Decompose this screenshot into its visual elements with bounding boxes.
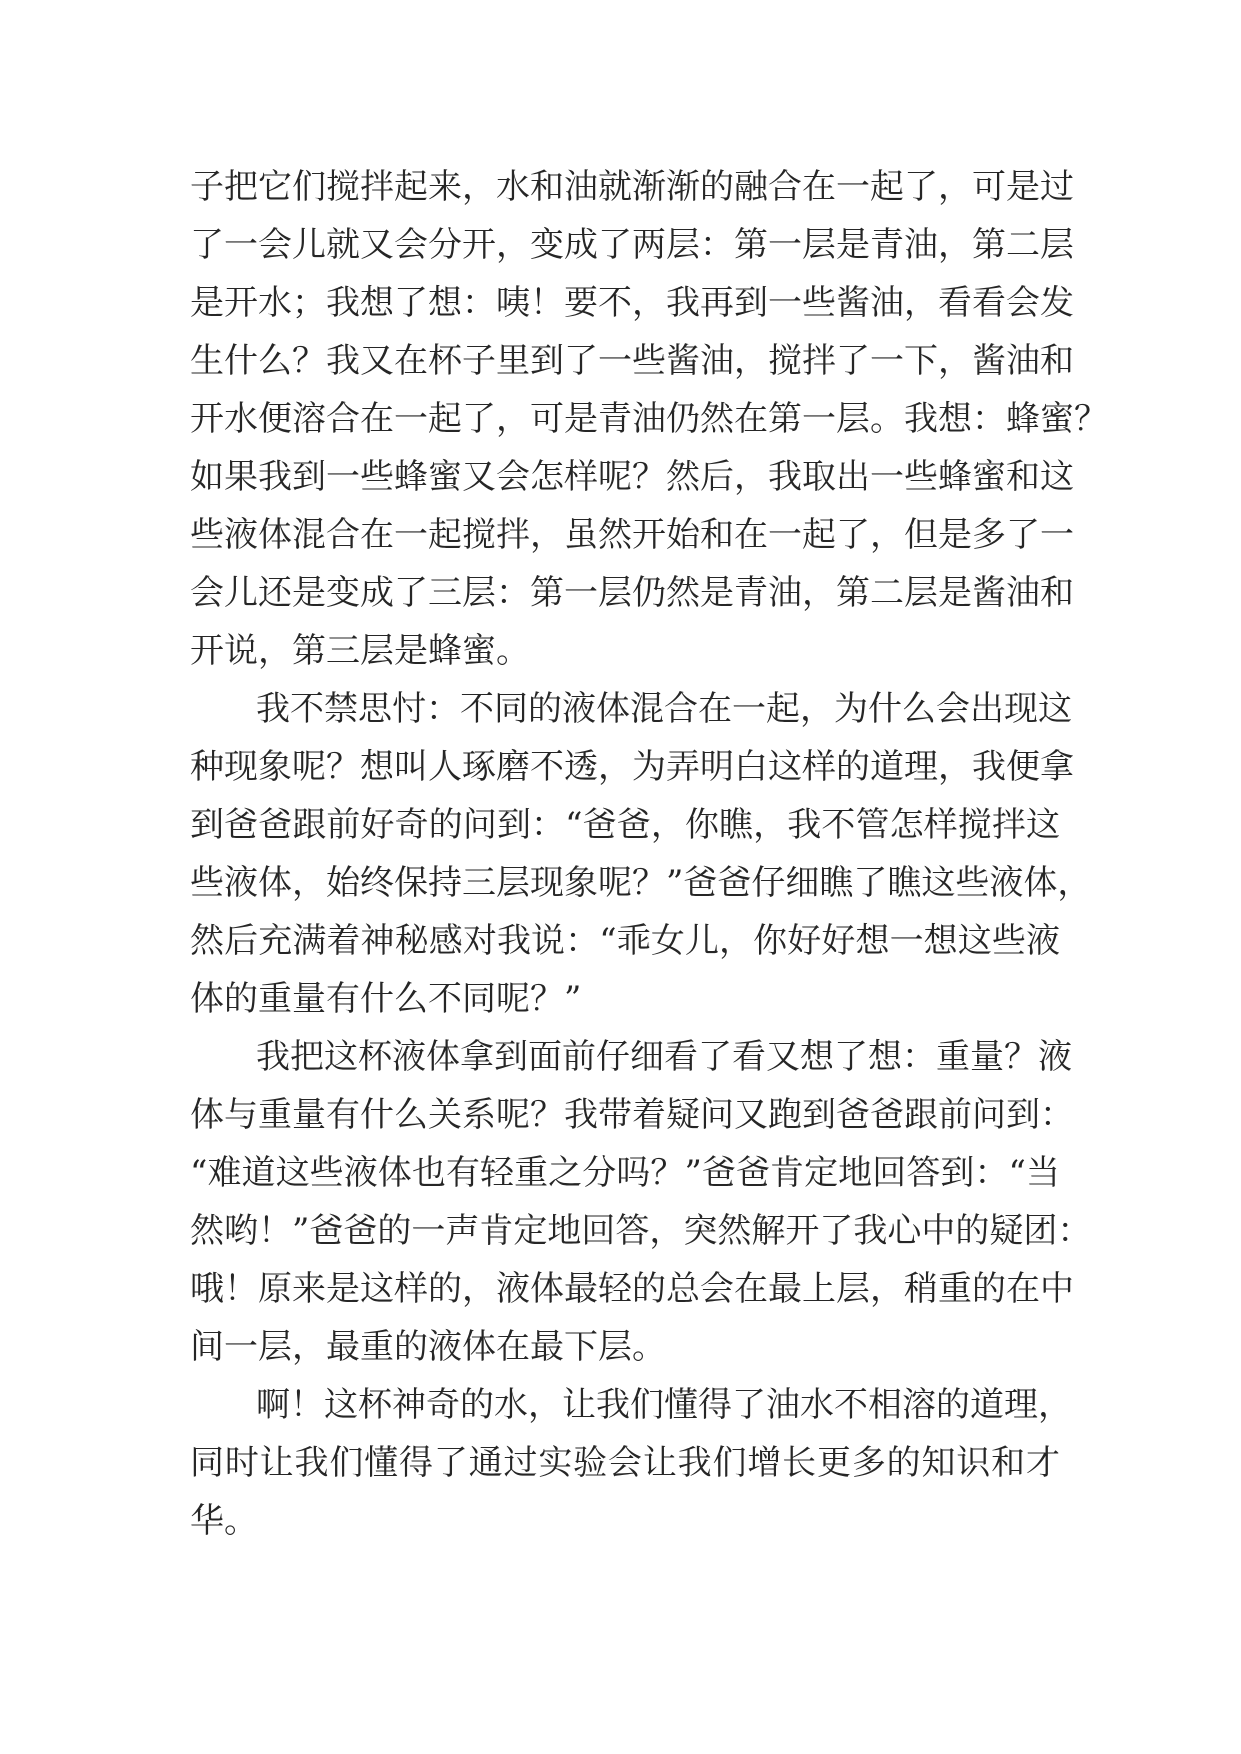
text-line: 体与重量有什么关系呢？我带着疑问又跑到爸爸跟前问到：	[190, 1095, 1074, 1135]
text-line: 我把这杯液体拿到面前仔细看了看又想了想：重量？液	[256, 1037, 1072, 1077]
text-line: 子把它们搅拌起来，水和油就渐渐的融合在一起了，可是过	[190, 167, 1074, 207]
text-line: “难道这些液体也有轻重之分吗？”爸爸肯定地回答到：“当	[190, 1153, 1060, 1193]
text-line: 哦！原来是这样的，液体最轻的总会在最上层，稍重的在中	[190, 1269, 1074, 1309]
text-line: 同时让我们懂得了通过实验会让我们增长更多的知识和才	[190, 1443, 1060, 1483]
text-line: 了一会儿就又会分开，变成了两层：第一层是青油，第二层	[190, 225, 1074, 265]
text-line: 如果我到一些蜂蜜又会怎样呢？然后，我取出一些蜂蜜和这	[190, 457, 1074, 497]
text-line: 间一层，最重的液体在最下层。	[190, 1327, 666, 1367]
text-line: 啊！这杯神奇的水，让我们懂得了油水不相溶的道理，	[256, 1385, 1072, 1425]
text-line: 体的重量有什么不同呢？”	[190, 979, 582, 1019]
text-line: 开水便溶合在一起了，可是青油仍然在第一层。我想：蜂蜜？	[190, 399, 1108, 439]
text-line: 些液体，始终保持三层现象呢？”爸爸仔细瞧了瞧这些液体，	[190, 863, 1092, 903]
text-line: 华。	[190, 1501, 258, 1541]
text-line: 些液体混合在一起搅拌，虽然开始和在一起了，但是多了一	[190, 515, 1074, 555]
text-line: 我不禁思忖：不同的液体混合在一起，为什么会出现这	[256, 689, 1072, 729]
essay-text	[190, 158, 1108, 1550]
text-line: 然后充满着神秘感对我说：“乖女儿，你好好想一想这些液	[190, 921, 1060, 961]
text-line: 是开水；我想了想：咦！要不，我再到一些酱油，看看会发	[190, 283, 1074, 323]
text-line: 到爸爸跟前好奇的问到：“爸爸，你瞧，我不管怎样搅拌这	[190, 805, 1060, 845]
text-line: 然哟！”爸爸的一声肯定地回答，突然解开了我心中的疑团：	[190, 1211, 1092, 1251]
text-line: 生什么？我又在杯子里到了一些酱油，搅拌了一下，酱油和	[190, 341, 1074, 381]
text-line: 会儿还是变成了三层：第一层仍然是青油，第二层是酱油和	[190, 573, 1074, 613]
text-line: 种现象呢？想叫人琢磨不透，为弄明白这样的道理，我便拿	[190, 747, 1074, 787]
text-line: 开说，第三层是蜂蜜。	[190, 631, 530, 671]
